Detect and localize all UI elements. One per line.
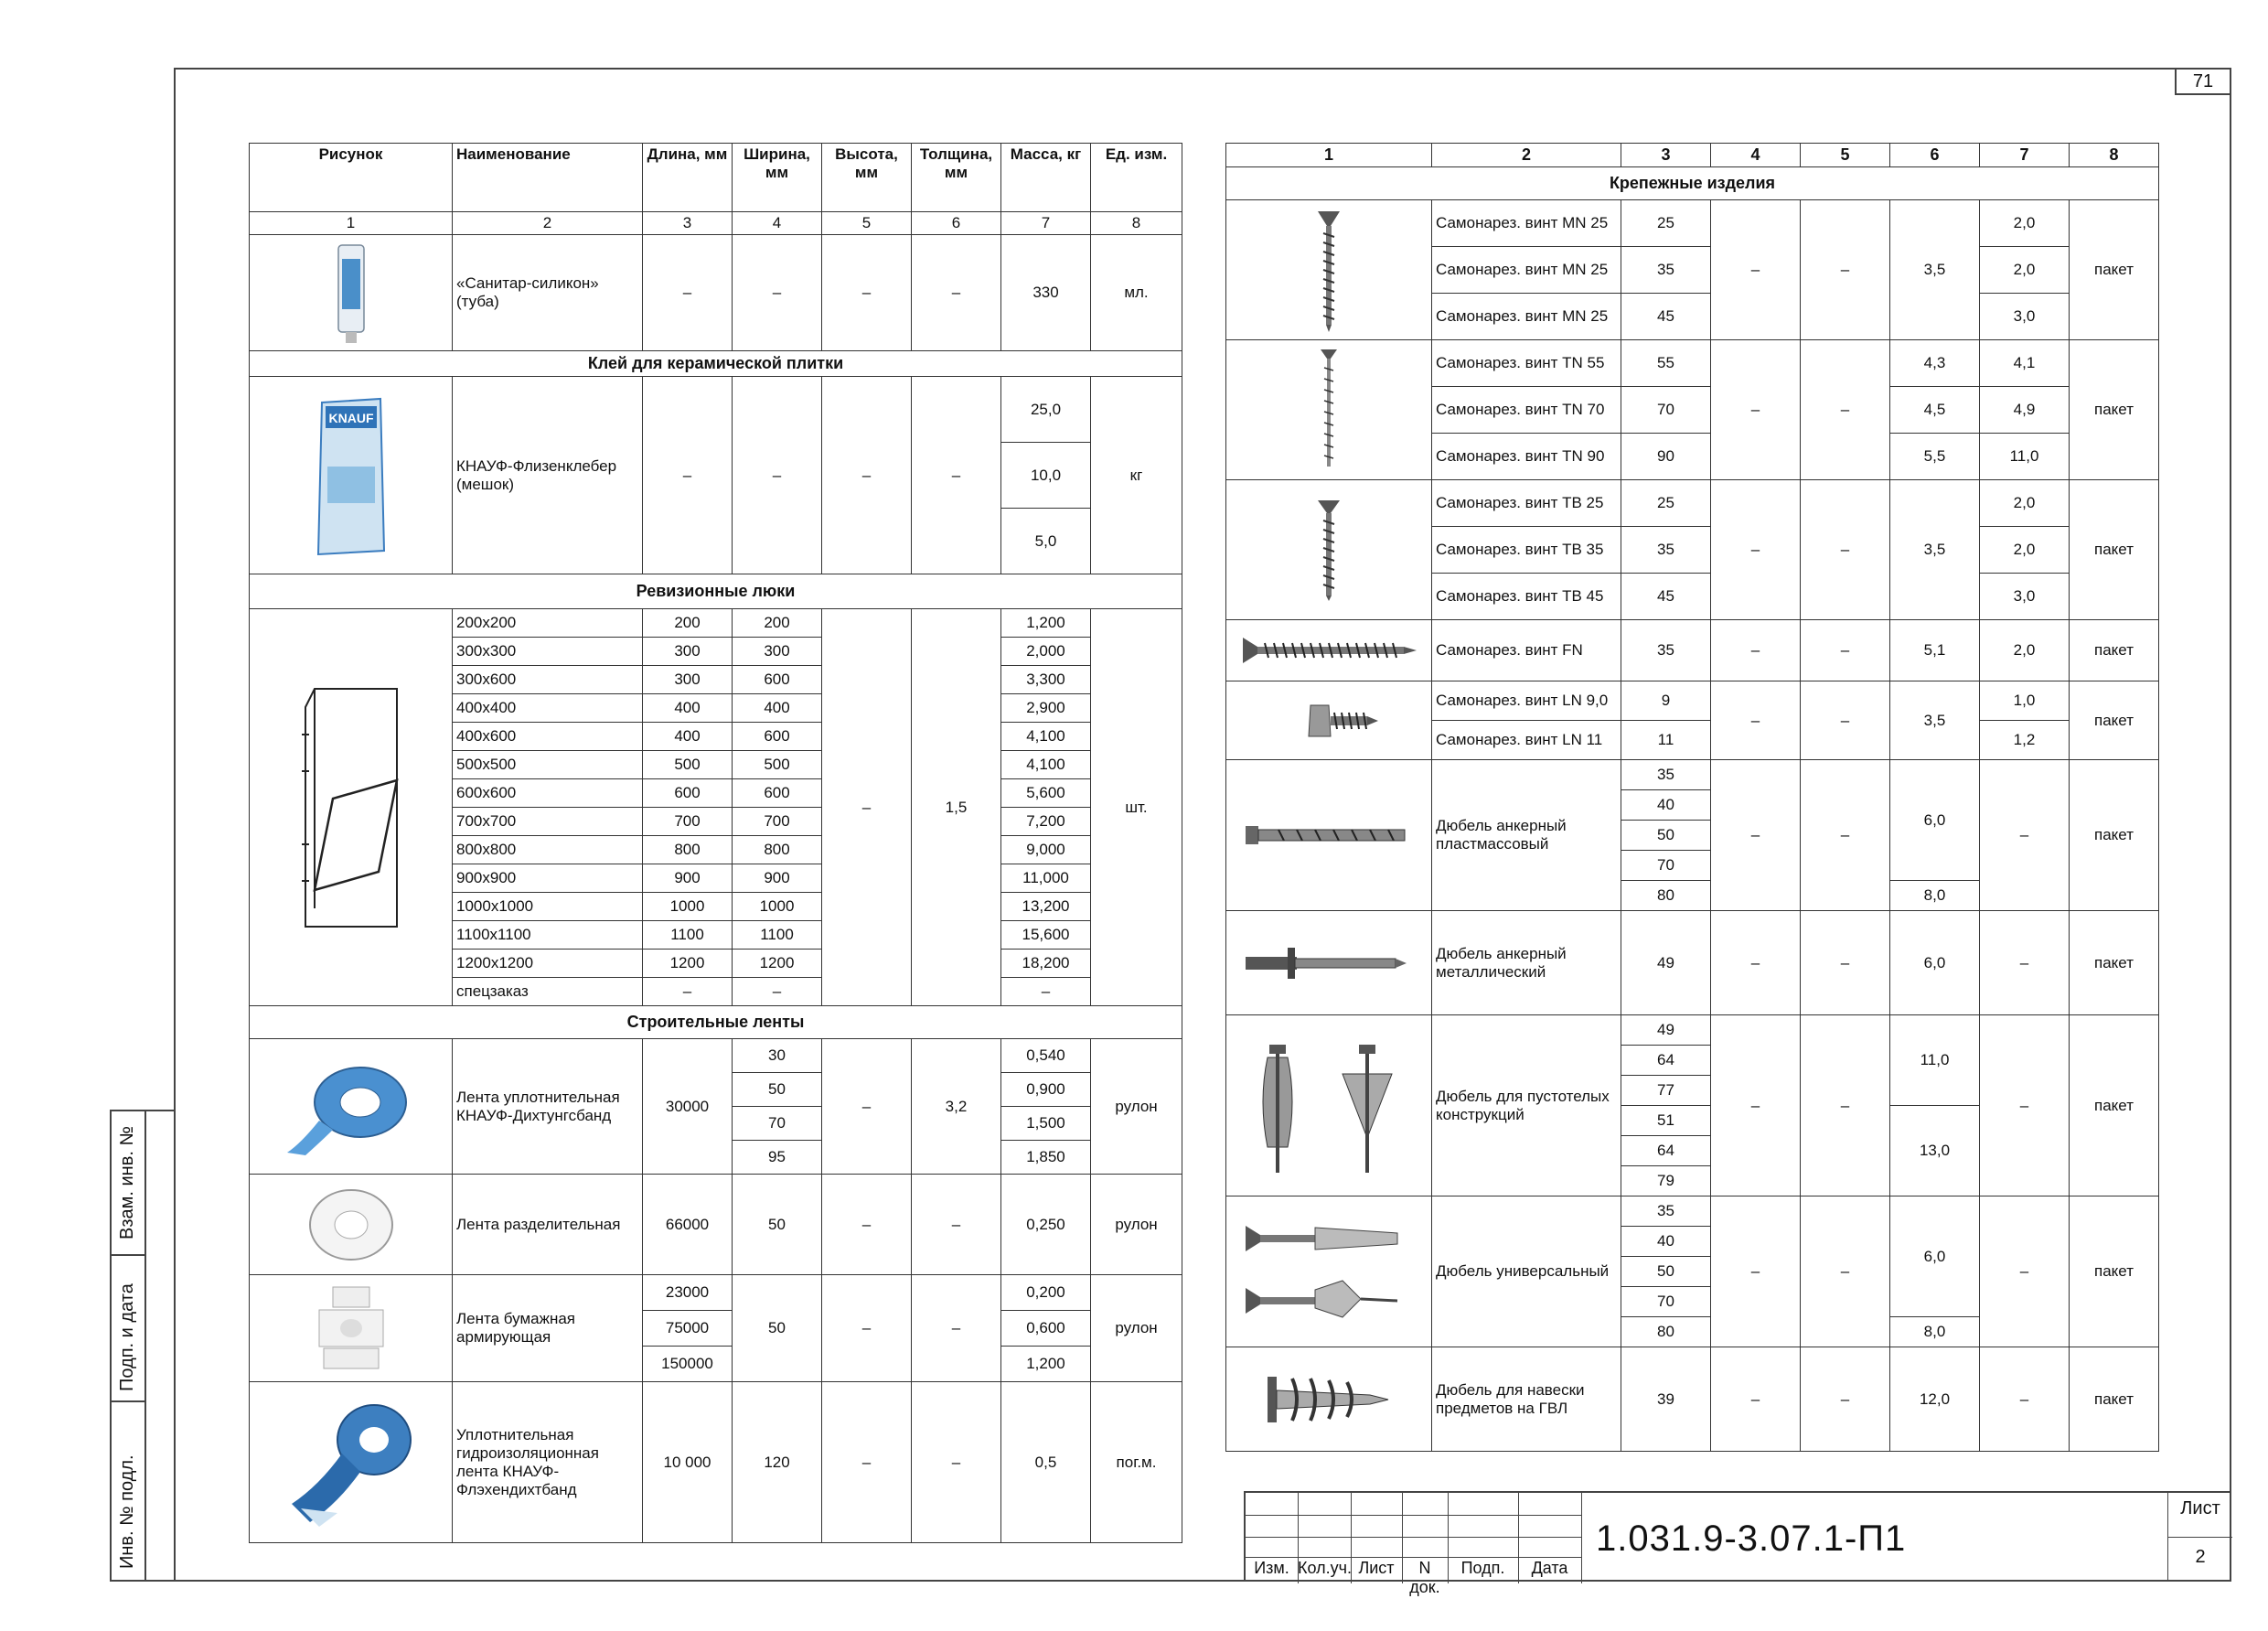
hatch-size: 300х600 [453, 666, 643, 694]
side-stamp [110, 1110, 176, 1582]
hatch-size: спецзаказ [453, 978, 643, 1006]
podp-label: Подп. и дата [117, 1283, 137, 1391]
hdr-unit: Ед. изм. [1091, 144, 1182, 212]
hatch-size: 1100х1100 [453, 921, 643, 950]
knauf-bag-image [250, 377, 453, 574]
section-tapes: Строительные ленты [250, 1006, 1182, 1039]
sanitar-unit: мл. [1091, 235, 1182, 351]
table-row: 400х600 400 600 4,100 [250, 723, 1182, 751]
hatch-size: 900х900 [453, 864, 643, 893]
table-row: 300х600 300 600 3,300 [250, 666, 1182, 694]
hatch-size: 300х300 [453, 638, 643, 666]
colnum: 7 [1001, 212, 1091, 235]
hdr-picture: Рисунок [250, 144, 453, 212]
sheet-value: 2 [2168, 1537, 2232, 1568]
stamp-ndok: N док. [1409, 1559, 1440, 1596]
hatch-size: 200х200 [453, 609, 643, 638]
stamp-list: Лист [1358, 1559, 1395, 1577]
hatch-image [250, 609, 453, 1006]
waterproof-tape-image [250, 1382, 453, 1543]
table-row: 1200х1200 1200 1200 18,200 [250, 950, 1182, 978]
knauf-glue-name: КНАУФ-Флизенклебер (мешок) [453, 377, 643, 574]
table-row: спецзаказ – – – [250, 978, 1182, 1006]
document-code: 1.031.9-3.07.1-П1 [1596, 1518, 1907, 1559]
svg-text:KNAUF: KNAUF [328, 410, 373, 425]
stamp-kolvo: Кол.уч. [1298, 1559, 1352, 1577]
right-spec-table: 1 2 3 4 5 6 7 8 Крепежные изделия Самонарез. винт MN 25 25 – – 3,5 2,0 пакет Самонарез. винт MN 25 35 2,0 Самонарез. винт MN 25 45 3,0 Самонарез. винт TN 55 55 – – 4,3 4,1 пакет Самонарез. винт TN 70 70 4,5 4,9 Самонарез. винт TN 90 90 5,5 11,0 Самонарез. винт TB 25 25 – – 3,5 2,0 пакет Самонарез. винт TB 35 35 2,0 Самонарез. винт TB 45 45 3,0 Самонарез. винт FN 35 – – 5,1 2,0 пакет Самонарез. винт LN 9,0 9 – – 3,5 1,0 пакет Самонарез. винт LN 11 11 1,2 Дюбель анкерный пластмассовый 35 – – 6,0 – пакет 40 50 70 80 8,0 Дюбель анкерный металлический 49 – – 6,0 – пакет Дюбель для пустотелых конструкций 49 – – 11,0 – пакет 64 77 51 13,0 64 79 Дюбель универсальный 35 – – 6,0 – пакет 40 50 70 80 8,0 Дюбель для навески предметов на ГВЛ 39 – – 12,0 – пакет [1225, 143, 2159, 1452]
sanitar-mass: 330 [1001, 235, 1091, 351]
table-row: 1100х1100 1100 1100 15,600 [250, 921, 1182, 950]
screw-tb-image [1226, 480, 1432, 620]
colnum: 5 [822, 212, 912, 235]
table-row: 400х400 400 400 2,900 [250, 694, 1182, 723]
dowel-metal-image [1226, 911, 1432, 1015]
hdr-name: Наименование [453, 144, 643, 212]
sealing-tape-image [250, 1039, 453, 1175]
table-row: 300х300 300 300 2,000 [250, 638, 1182, 666]
screw-mn-image [1226, 200, 1432, 340]
hdr-thickness: Толщина, мм [912, 144, 1001, 212]
colnum: 2 [453, 212, 643, 235]
table-row: 1000х1000 1000 1000 13,200 [250, 893, 1182, 921]
dowel-universal-image [1226, 1196, 1432, 1347]
dowel-gvl-image [1226, 1347, 1432, 1452]
screw-fn-image [1226, 620, 1432, 681]
section-fasteners: Крепежные изделия [1226, 167, 2159, 200]
left-spec-table: Рисунок Наименование Длина, мм Ширина, мм Высота, мм Толщина, мм Масса, кг Ед. изм. 1 2 3 4 5 6 7 8 «Санитар-силикон» (туба) – – – – 330 мл. Клей для керамической плитки KNAUF КНАУФ-Флизенклебер (мешок) – – – – 25,0 кг 10,0 5,0 Ревизионные люки 200х200 200 200 – 1,5 1,200 шт. 300х300 300 300 2,000 300х600 300 600 3,300 400х400 400 400 2,900 400х600 400 600 4,100 500х500 500 500 4,100 600х600 600 600 5,600 700х700 700 700 7,200 800х800 800 800 9,000 900х900 900 900 11,000 1000х1000 1000 1000 13,200 1100х1100 1100 1100 15,600 1200х1200 1200 1200 18,200 спецзаказ – – – Строительные ленты Лента уплотнительная КНАУФ-Дихтунгсбанд 30000 30 – 3,2 0,540 рулон 50 0,900 70 1,500 95 1,850 Лента разделительная 66000 50 – – 0,250 рулон Лента бумажная армирующая 23000 50 – – 0,200 рулон 75000 0,600 150000 1,200 Уплотнительная гидроизоляционная лента КНАУФ-Флэхендихтбанд 10 000 120 – – 0,5 пог.м. [249, 143, 1182, 1543]
table-row: 200х200 200 200 – 1,5 1,200 шт. [250, 609, 1182, 638]
screw-tn-image [1226, 340, 1432, 480]
hatch-size: 700х700 [453, 808, 643, 836]
table-row: 800х800 800 800 9,000 [250, 836, 1182, 864]
tape3-name: Лента бумажная армирующая [453, 1275, 643, 1382]
page-number: 71 [2175, 68, 2231, 95]
screw-ln-image [1226, 681, 1432, 760]
table-row: 600х600 600 600 5,600 [250, 779, 1182, 808]
vzam-label: Взам. инв. № [117, 1126, 137, 1239]
hatch-size: 600х600 [453, 779, 643, 808]
hdr-width: Ширина, мм [733, 144, 822, 212]
dowel-hollow-image [1226, 1015, 1432, 1196]
hatch-size: 1000х1000 [453, 893, 643, 921]
paper-tape-image [250, 1275, 453, 1382]
tape1-name: Лента уплотнительная КНАУФ-Дихтунгсбанд [453, 1039, 643, 1175]
tape4-name: Уплотнительная гидроизоляционная лента КНАУФ-Флэхендихтбанд [453, 1382, 643, 1543]
table-row: 900х900 900 900 11,000 [250, 864, 1182, 893]
table-row: 700х700 700 700 7,200 [250, 808, 1182, 836]
hdr-mass: Масса, кг [1001, 144, 1091, 212]
tape2-name: Лента разделительная [453, 1175, 643, 1275]
colnum: 6 [912, 212, 1001, 235]
section-glue: Клей для керамической плитки [250, 351, 1182, 377]
section-hatches: Ревизионные люки [250, 574, 1182, 609]
separating-tape-image [250, 1175, 453, 1275]
hdr-length: Длина, мм [643, 144, 733, 212]
sanitar-name: «Санитар-силикон» (туба) [453, 235, 643, 351]
sheet-box [2167, 1491, 2231, 1582]
dowel-plastic-image [1226, 760, 1432, 911]
hdr-height: Высота, мм [822, 144, 912, 212]
stamp-izm: Изм. [1254, 1559, 1289, 1577]
hatch-size: 1200х1200 [453, 950, 643, 978]
hatch-size: 400х400 [453, 694, 643, 723]
sheet-label: Лист [2180, 1498, 2220, 1518]
inv-label: Инв. № подл. [117, 1454, 137, 1569]
stamp-podp: Подп. [1460, 1559, 1505, 1577]
table-row: 500х500 500 500 4,100 [250, 751, 1182, 779]
hatch-size: 800х800 [453, 836, 643, 864]
colnum: 8 [1091, 212, 1182, 235]
colnum: 3 [643, 212, 733, 235]
stamp-data: Дата [1531, 1559, 1568, 1577]
colnum: 1 [250, 212, 453, 235]
hatch-size: 400х600 [453, 723, 643, 751]
sanitar-tube-image [250, 235, 453, 351]
colnum: 4 [733, 212, 822, 235]
hatch-size: 500х500 [453, 751, 643, 779]
